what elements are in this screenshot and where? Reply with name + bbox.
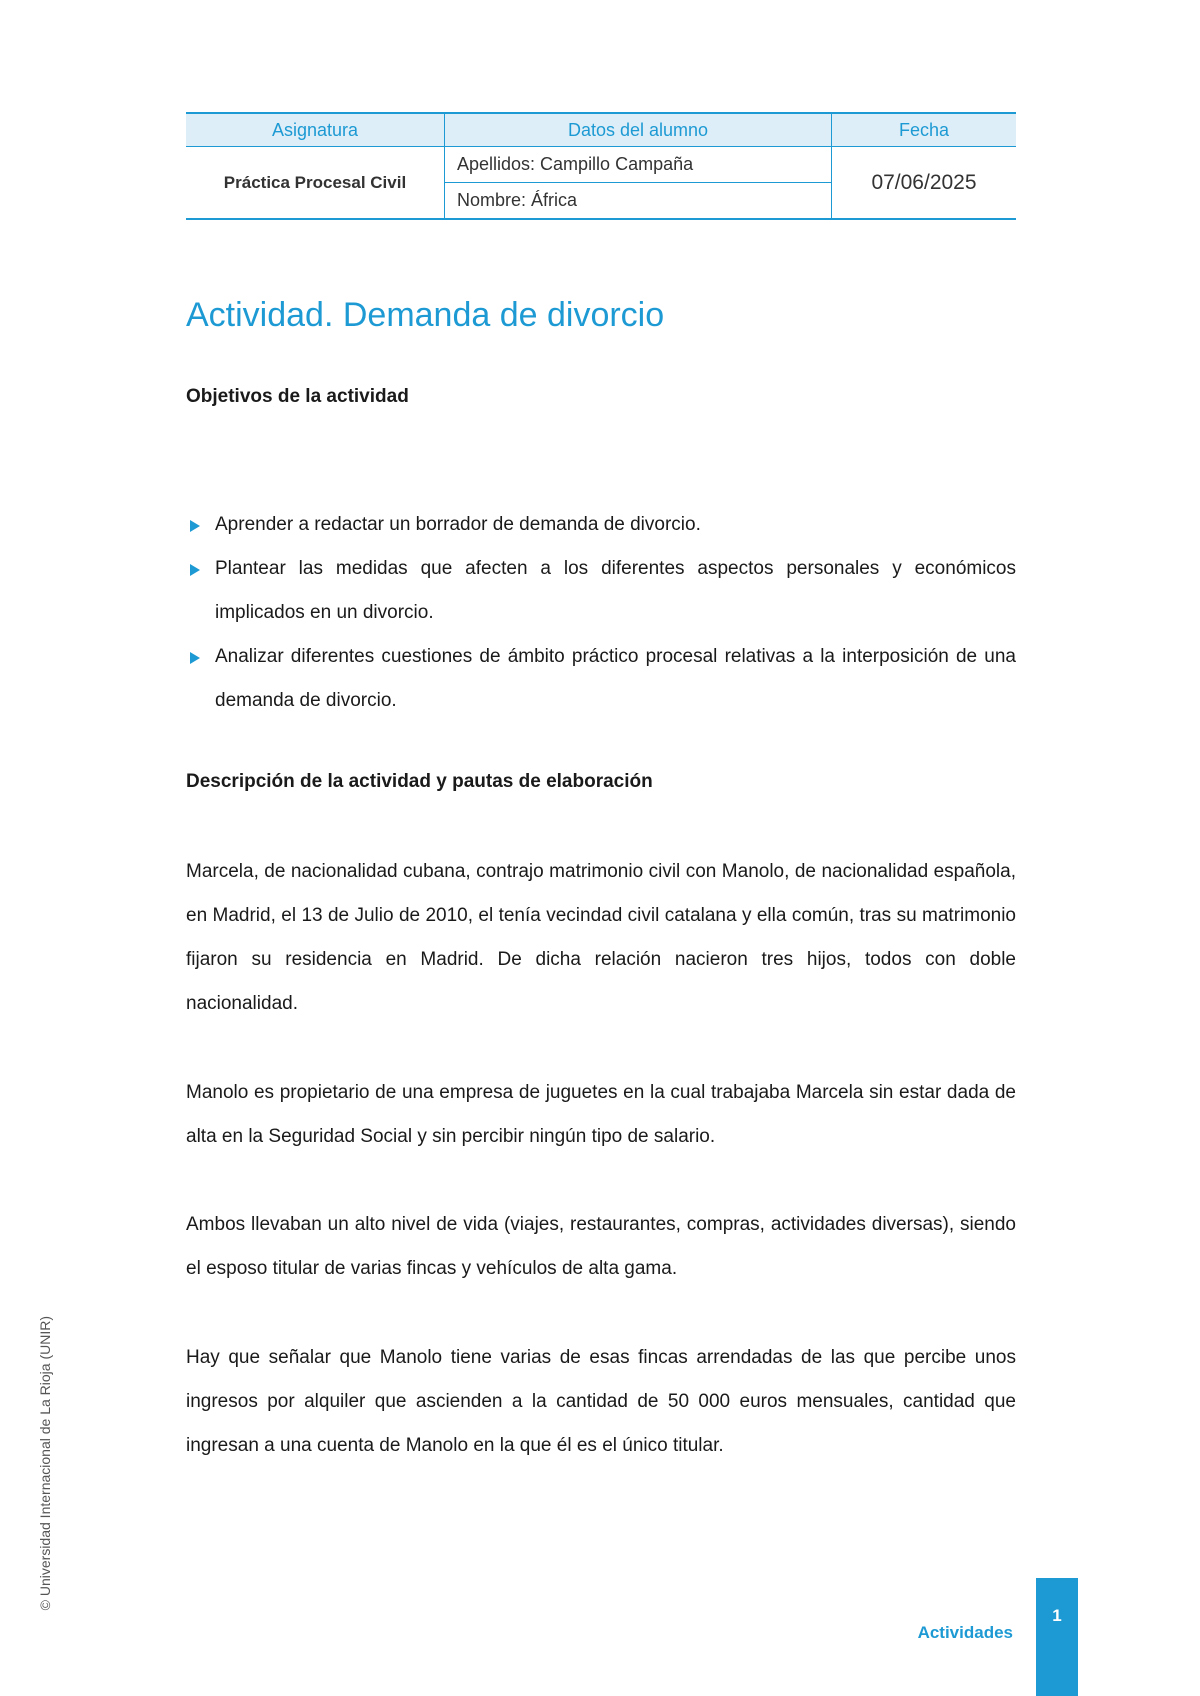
objectives-heading: Objetivos de la actividad — [186, 386, 409, 407]
subject-cell: Práctica Procesal Civil — [186, 147, 445, 220]
column-header-date: Fecha — [832, 113, 1017, 147]
column-header-subject: Asignatura — [186, 113, 445, 147]
bullet-arrow-icon — [190, 564, 200, 576]
list-item-text: Analizar diferentes cuestiones de ámbito práctico procesal relativas a la interposición de una demanda de divorcio. — [215, 646, 1016, 711]
list-item-text: Aprender a redactar un borrador de demanda de divorcio. — [215, 514, 701, 535]
paragraph: Hay que señalar que Manolo tiene varias de esas fincas arrendadas de las que percibe unos ingresos por alquiler que ascienden a la cantidad de 50 000 euros mensuales, cantidad que ingresan a una cuenta de Manolo en la que él es el único titular. — [186, 1347, 1016, 1456]
name-cell: Nombre: África — [445, 183, 832, 220]
surname-cell: Apellidos: Campillo Campaña — [445, 147, 832, 183]
paragraph: Manolo es propietario de una empresa de juguetes en la cual trabajaba Marcela sin estar dada de alta en la Seguridad Social y sin percibir ningún tipo de salario. — [186, 1082, 1016, 1147]
bullet-arrow-icon — [190, 652, 200, 664]
page-number-badge — [1036, 1578, 1078, 1696]
date-cell: 07/06/2025 — [832, 147, 1017, 220]
footer-section-label: Actividades — [917, 1623, 1013, 1642]
paragraph: Ambos llevaban un alto nivel de vida (viajes, restaurantes, compras, actividades diversas), siendo el esposo titular de varias fincas y vehículos de alta gama. — [186, 1214, 1016, 1279]
list-item — [186, 635, 1016, 723]
objectives-list — [186, 503, 1016, 723]
page-title: Actividad. Demanda de divorcio — [186, 296, 665, 334]
description-heading: Descripción de la actividad y pautas de elaboración — [186, 771, 653, 792]
list-item-text: Plantear las medidas que afecten a los diferentes aspectos personales y económicos implicados en un divorcio. — [215, 558, 1016, 623]
header-table — [186, 112, 1016, 220]
bullet-arrow-icon — [190, 520, 200, 532]
list-item — [186, 503, 1016, 547]
paragraph: Marcela, de nacionalidad cubana, contrajo matrimonio civil con Manolo, de nacionalidad española, en Madrid, el 13 de Julio de 2010, el tenía vecindad civil catalana y ella común, tras su matrimonio fijaron su residencia en Madrid. De dicha relación nacieron tres hijos, todos con doble nacionalidad. — [186, 861, 1016, 1014]
list-item — [186, 547, 1016, 635]
copyright-notice: © Universidad Internacional de La Rioja (UNIR) — [37, 1316, 53, 1611]
column-header-student: Datos del alumno — [445, 113, 832, 147]
page-number: 1 — [1052, 1606, 1062, 1625]
